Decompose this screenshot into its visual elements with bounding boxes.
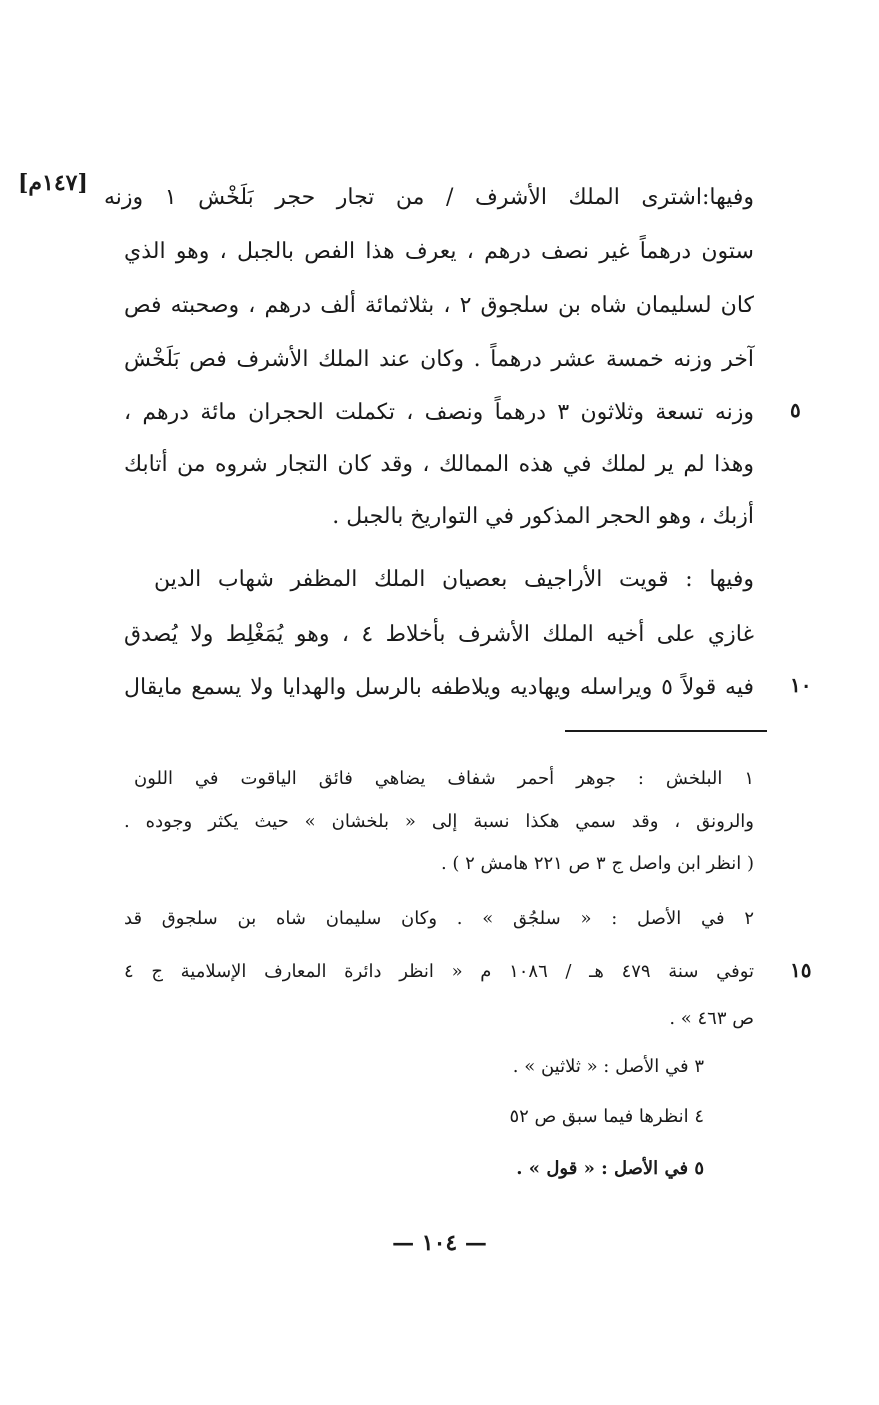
body-line: غازي على أخيه الملك الأشرف بأخلاط ٤ ، وهو يُمَغْلِط ولا يُصدق [124,622,754,647]
footnote-line: ٣ في الأصل : « ثلاثين » . [512,1056,704,1077]
line-number-5: ٥ [790,398,801,422]
body-line: ستون درهماً غير نصف درهم ، يعرف هذا الفص بالجبل ، وهو الذي [124,239,754,264]
body-line: آخر وزنه خمسة عشر درهماً . وكان عند الملك الأشرف فص بَلَخْش [124,347,754,372]
footnote-separator [565,730,767,732]
body-line: فيه قولاً ٥ ويراسله ويهاديه ويلاطفه بالرسل والهدايا ولا يسمع مايقال [124,675,754,700]
page-number: — ١٠٤ — [392,1230,487,1256]
line-number-15: ١٥ [790,958,812,982]
footnote-line: ( انظر ابن واصل ج ٣ ص ٢٢١ هامش ٢ ) . [440,853,754,874]
footnote-line: ١ البلخش : جوهر أحمر شفاف يضاهي فائق الياقوت في اللون [134,768,754,789]
body-line: وفيها : قويت الأراجيف بعصيان الملك المظفر شهاب الدين [154,567,754,592]
line-number-10: ١٠ [790,673,812,697]
body-line: أزبك ، وهو الحجر المذكور في التواريخ بالجبل . [332,504,754,529]
footnote-line: ص ٤٦٣ » . [669,1008,754,1029]
body-line: كان لسليمان شاه بن سلجوق ٢ ، بثلاثمائة ألف درهم ، وصحبته فص [124,293,754,318]
body-line: وزنه تسعة وثلاثون ٣ درهماً ونصف ، تكملت الحجران مائة درهم ، [124,400,755,425]
body-line: وفيها:اشترى الملك الأشرف / من تجار حجر بَلَخْش ١ وزنه [104,185,754,210]
footnote-line: توفي سنة ٤٧٩ هـ / ١٠٨٦ م « انظر دائرة المعارف الإسلامية ج ٤ [124,961,754,982]
footnote-line: والرونق ، وقد سمي هكذا نسبة إلى « بلخشان » حيث يكثر وجوده . [124,811,754,832]
footnote-line: ٢ في الأصل : « سلجُق » . وكان سليمان شاه بن سلجوق قد [124,908,754,929]
footnote-line: ٤ انظرها فيما سبق ص ٥٢ [509,1106,704,1127]
body-line: وهذا لم ير لملك في هذه الممالك ، وقد كان التجار شروه من أتابك [124,452,754,477]
footnote-line: ٥ في الأصل : « قول » . [516,1158,704,1179]
manuscript-folio-marker: [١٤٧م] [18,170,88,196]
